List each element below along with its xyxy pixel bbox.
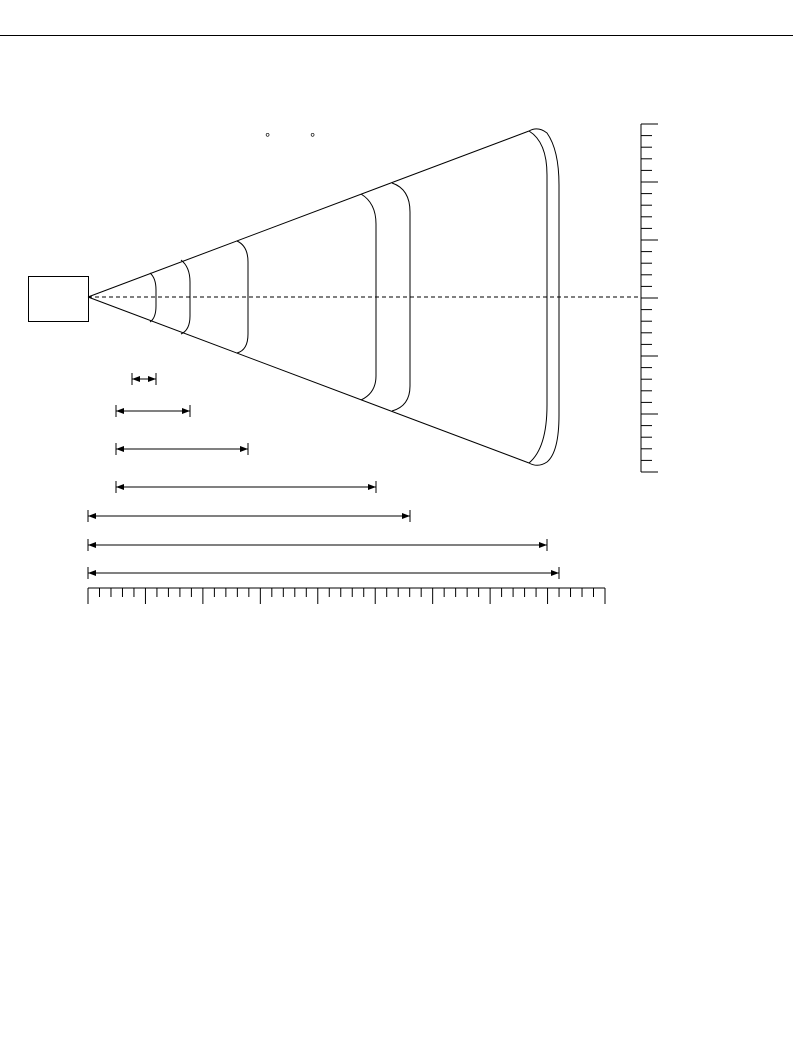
range-arrow-4: [116, 481, 376, 493]
range-arrow-6: [88, 539, 547, 551]
range-arrows: [88, 373, 559, 579]
range-arrow-3: [116, 443, 248, 455]
range-arrow-2: [116, 405, 190, 417]
arrowhead-right: [539, 542, 547, 548]
arrowhead-left: [88, 570, 96, 576]
arrowhead-right: [182, 408, 190, 414]
range-arrow-7: [88, 567, 559, 579]
horizontal-scale: [88, 588, 605, 604]
arrowhead-left: [116, 408, 124, 414]
arrowhead-left: [116, 446, 124, 452]
scan-zone-1: [150, 273, 156, 322]
arrowhead-right: [240, 446, 248, 452]
arrowhead-left: [132, 376, 140, 382]
range-arrow-1: [132, 373, 156, 385]
degree-mark-1: °: [265, 130, 271, 145]
scanner-box: [29, 277, 89, 322]
cone-upper-edge: [88, 131, 529, 297]
scan-zone-5: [392, 183, 410, 411]
arrowhead-left: [88, 542, 96, 548]
cone-lower-edge: [88, 297, 529, 463]
arrowhead-left: [88, 513, 96, 519]
vertical-scale: [641, 124, 658, 472]
range-arrow-5: [88, 510, 410, 522]
arrowhead-right: [368, 484, 376, 490]
degree-mark-2: °: [310, 130, 316, 145]
arrowhead-right: [551, 570, 559, 576]
arrowhead-right: [402, 513, 410, 519]
arrowhead-left: [116, 484, 124, 490]
arrowhead-right: [148, 376, 156, 382]
